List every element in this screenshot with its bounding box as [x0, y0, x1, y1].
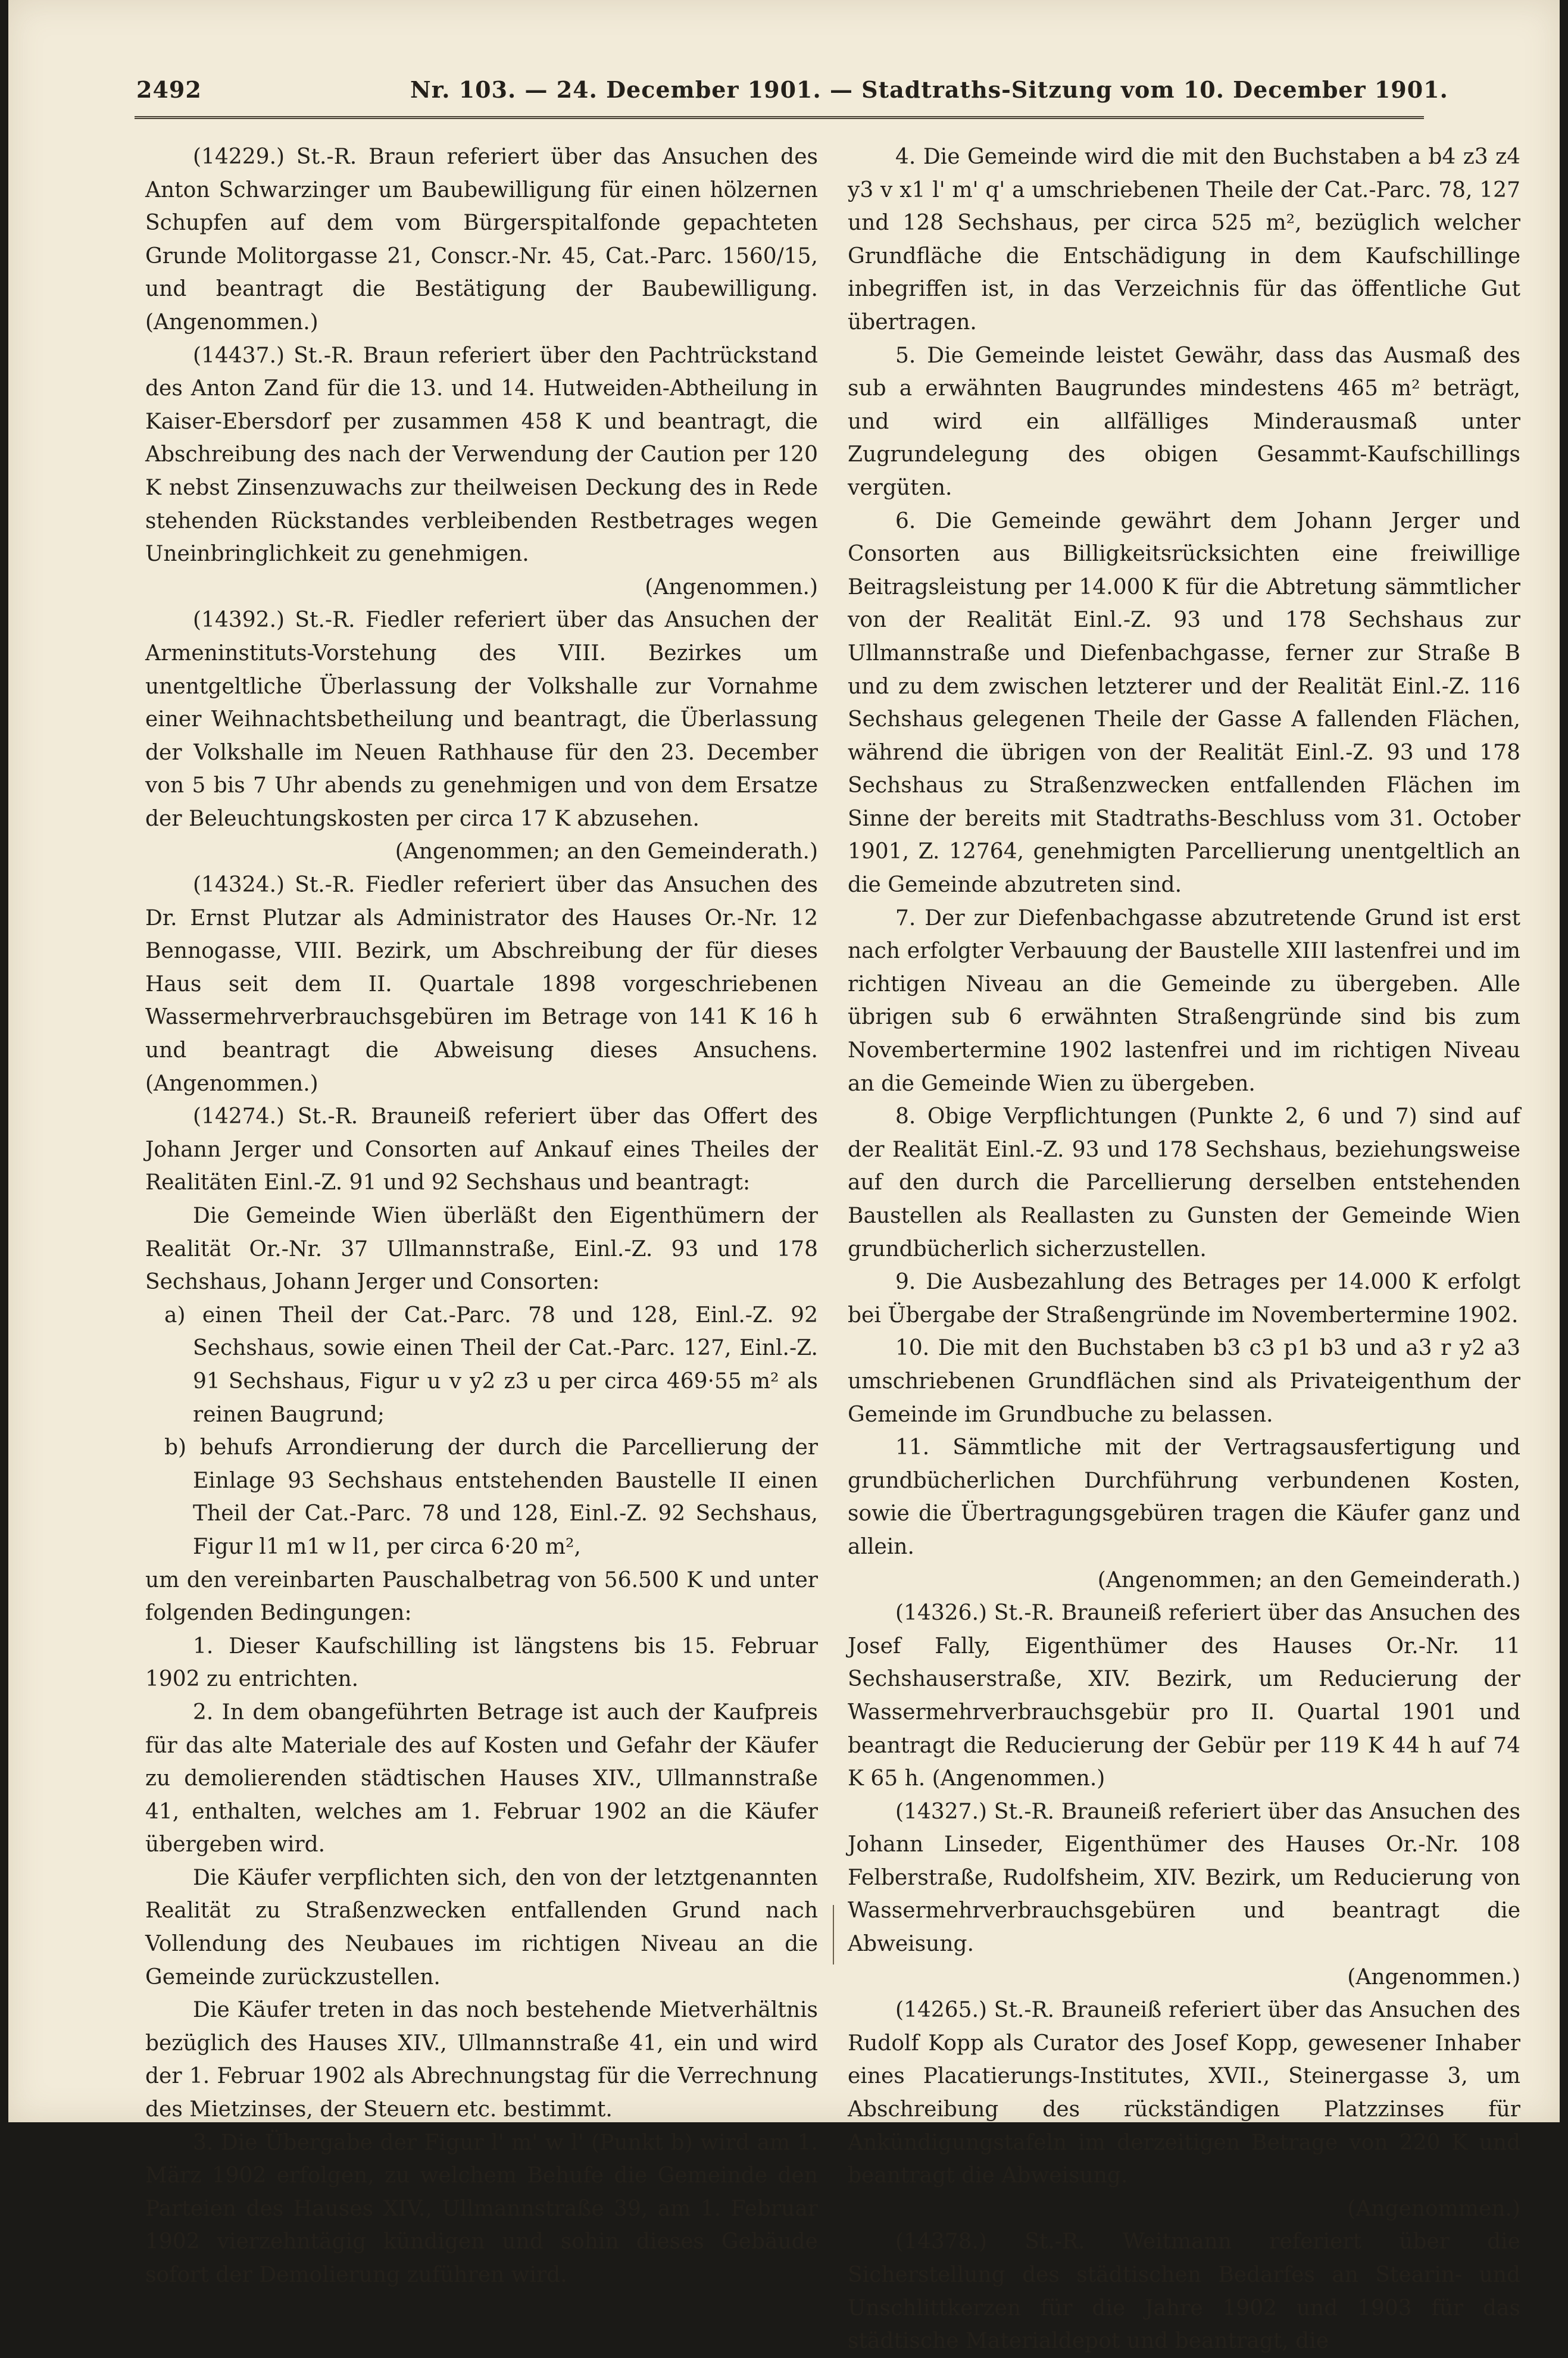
paragraph: (14378.) St.-R. Weitmann referiert über die Sicherstellung des städtischen Bedarfes an Stearin- und Unschlittkerzen für die Jahre 1902 und 1903 für das städtische Materialdepot und beantragt, die	[848, 2229, 1520, 2354]
header-rule	[135, 116, 1424, 119]
paragraph: (Angenommen.)	[1347, 2196, 1520, 2221]
paragraph: (Angenommen; an den Gemeinderath.)	[1097, 1567, 1520, 1592]
paragraph: Die Käufer treten in das noch bestehende Mietverhältnis bezüglich des Hauses XIV., Ullmannstraße 41, ein und wird der 1. Februar 1902 als Abrechnungstag für die Verrechnung des Mietzinses, der Steuern etc. bestimmt.	[145, 1998, 818, 2122]
paragraph: um den vereinbarten Pauschalbetrag von 56.500 K und unter folgenden Bedingungen:	[145, 1567, 818, 1626]
paragraph: (Angenommen.)	[645, 574, 818, 599]
paragraph: b) behufs Arrondierung der durch die Parcellierung der Einlage 93 Sechshaus entstehenden Baustelle II einen Theil der Cat.-Parc. 78 und 128, Einl.-Z. 92 Sechshaus, Figur l1 m1 w l1, per circa 6·20 m²,	[164, 1435, 818, 1559]
page-sheet	[8, 0, 1560, 2354]
paragraph: (Angenommen.)	[1347, 1965, 1520, 1990]
paragraph: 7. Der zur Diefenbachgasse abzutretende Grund ist erst nach erfolgter Verbauung der Baustelle XIII lastenfrei und im richtigen Niveau an die Gemeinde zu übergeben. Alle übrigen sub 6 erwähnten Straßengründe sind bis zum Novembertermine 1902 lastenfrei und im richtigen Niveau an die Gemeinde Wien zu übergeben.	[848, 905, 1520, 1096]
paragraph: (14392.) St.-R. Fiedler referiert über das Ansuchen der Armeninstituts-Vorstehung des VIII. Bezirkes um unentgeltliche Überlassung der Volkshalle zur Vornahme einer Weihnachtsbetheilung und beantragt, die Überlassung der Volkshalle im Neuen Rathhause für den 23. December von 5 bis 7 Uhr abends zu genehmigen und von dem Ersatze der Beleuchtungskosten per circa 17 K abzusehen.	[145, 608, 818, 831]
paragraph: (14326.) St.-R. Brauneiß referiert über das Ansuchen des Josef Fally, Eigenthümer des Hauses Or.-Nr. 11 Sechshauserstraße, XIV. Bezirk, um Reducierung der Wassermehrverbrauchsgebür pro II. Quartal 1901 und beantragt die Reducierung der Gebür per 119 K 44 h auf 74 K 65 h. (Angenommen.)	[848, 1601, 1520, 1791]
column-rule	[833, 1905, 834, 1965]
paragraph: 1. Dieser Kaufschilling ist längstens bis 15. Februar 1902 zu entrichten.	[145, 1634, 818, 1692]
paragraph: 4. Die Gemeinde wird die mit den Buchstaben a b4 z3 z4 y3 v x1 l' m' q' a umschriebenen Theile der Cat.-Parc. 78, 127 und 128 Sechshaus, per circa 525 m², bezüglich welcher Grundfläche die Entschädigung in dem Kaufschillinge inbegriffen ist, in das Verzeichnis für das öffentliche Gut übertragen.	[848, 145, 1520, 335]
paragraph: (Angenommen; an den Gemeinderath.)	[395, 839, 818, 864]
paragraph: 3. Die Übergabe der Figur l' m' w l' (Punkt b) wird am 1. März 1902 erfolgen, zu welchem Behufe die Gemeinde den Parteien des Hauses XIV., Ullmannstraße 39, am 1. Februar 1902 vierzehntägig kündigen und sohin dieses Gebäude sofort der Demolierung zuführen wird.	[145, 2130, 818, 2287]
page-number: 2492	[136, 76, 202, 103]
paragraph: 6. Die Gemeinde gewährt dem Johann Jerger und Consorten aus Billigkeitsrücksichten eine freiwillige Beitragsleistung per 14.000 K für die Abtretung sämmtlicher von der Realität Einl.-Z. 93 und 178 Sechshaus zur Ullmannstraße und Diefenbachgasse, ferner zur Straße B und zu dem zwischen letzterer und der Realität Einl.-Z. 116 Sechshaus gelegenen Theile der Gasse A fallenden Flächen, während die übrigen von der Realität Einl.-Z. 93 und 178 Sechshaus zu Straßenzwecken entfallenden Flächen im Sinne der bereits mit Stadtraths-Beschluss vom 31. October 1901, Z. 12764, genehmigten Parcellierung unentgeltlich an die Gemeinde abzutreten sind.	[848, 508, 1520, 898]
page-header	[136, 73, 1448, 108]
paragraph: (14437.) St.-R. Braun referiert über den Pachtrückstand des Anton Zand für die 13. und 14. Hutweiden-Abtheilung in Kaiser-Ebersdorf per zusammen 458 K und beantragt, die Abschreibung des nach der Verwendung der Caution per 120 K nebst Zinsenzuwachs zur theilweisen Deckung des in Rede stehenden Rückstandes verbleibenden Restbetrages wegen Uneinbringlichkeit zu genehmigen.	[145, 343, 818, 567]
paragraph: (14265.) St.-R. Brauneiß referiert über das Ansuchen des Rudolf Kopp als Curator des Josef Kopp, gewesener Inhaber eines Placatierungs-Institutes, XVII., Steinergasse 3, um Abschreibung des rückständigen Platzzinses für Ankündigungstafeln im derzeitigen Betrage von 220 K und beantragt die Abweisung.	[848, 1998, 1520, 2188]
paragraph: a) einen Theil der Cat.-Parc. 78 und 128, Einl.-Z. 92 Sechshaus, sowie einen Theil der Cat.-Parc. 127, Einl.-Z. 91 Sechshaus, Figur u v y2 z3 u per circa 469·55 m² als reinen Baugrund;	[164, 1303, 818, 1427]
paragraph: 11. Sämmtliche mit der Vertragsausfertigung und grundbücherlichen Durchführung verbundenen Kosten, sowie die Übertragungsgebüren tragen die Käufer ganz und allein.	[848, 1435, 1520, 1559]
paragraph: (14274.) St.-R. Brauneiß referiert über das Offert des Johann Jerger und Consorten auf Ankauf eines Theiles der Realitäten Einl.-Z. 91 und 92 Sechshaus und beantragt:	[145, 1104, 818, 1195]
paragraph: Die Käufer verpflichten sich, den von der letztgenannten Realität zu Straßenzwecken entfallenden Grund nach Vollendung des Neubaues im richtigen Niveau an die Gemeinde zurückzustellen.	[145, 1865, 818, 1990]
left-column	[145, 140, 818, 2292]
right-column	[848, 140, 1520, 2358]
running-head: Nr. 103. — 24. December 1901. — Stadtraths-Sitzung vom 10. December 1901.	[410, 76, 1448, 103]
paragraph: (14324.) St.-R. Fiedler referiert über das Ansuchen des Dr. Ernst Plutzar als Administrator des Hauses Or.-Nr. 12 Bennogasse, VIII. Bezirk, um Abschreibung der für dieses Haus seit dem II. Quartale 1898 vorgeschriebenen Wassermehrverbrauchsgebüren im Betrage von 141 K 16 h und beantragt die Abweisung dieses Ansuchens. (Angenommen.)	[145, 873, 818, 1096]
paragraph: 9. Die Ausbezahlung des Betrages per 14.000 K erfolgt bei Übergabe der Straßengründe im Novembertermine 1902.	[848, 1270, 1520, 1328]
paragraph: Die Gemeinde Wien überläßt den Eigenthümern der Realität Or.-Nr. 37 Ullmannstraße, Einl.-Z. 93 und 178 Sechshaus, Johann Jerger und Consorten:	[145, 1204, 818, 1295]
paragraph: 5. Die Gemeinde leistet Gewähr, dass das Ausmaß des sub a erwähnten Baugrundes mindestens 465 m² beträgt, und wird ein allfälliges Minderausmaß unter Zugrundelegung des obigen Gesammt-Kaufschillings vergüten.	[848, 343, 1520, 500]
paragraph: (14229.) St.-R. Braun referiert über das Ansuchen des Anton Schwarzinger um Baubewilligung für einen hölzernen Schupfen auf dem vom Bürgerspitalfonde gepachteten Grunde Molitorgasse 21, Conscr.-Nr. 45, Cat.-Parc. 1560/15, und beantragt die Bestätigung der Baubewilligung. (Angenommen.)	[145, 145, 818, 335]
paragraph: 8. Obige Verpflichtungen (Punkte 2, 6 und 7) sind auf der Realität Einl.-Z. 93 und 178 Sechshaus, beziehungsweise auf den durch die Parcellierung derselben entstehenden Baustellen als Reallasten zu Gunsten der Gemeinde Wien grundbücherlich sicherzustellen.	[848, 1104, 1520, 1261]
paragraph: (14327.) St.-R. Brauneiß referiert über das Ansuchen des Johann Linseder, Eigenthümer des Hauses Or.-Nr. 108 Felberstraße, Rudolfsheim, XIV. Bezirk, um Reducierung von Wassermehrverbrauchsgebüren und beantragt die Abweisung.	[848, 1799, 1520, 1957]
paragraph: 10. Die mit den Buchstaben b3 c3 p1 b3 und a3 r y2 a3 umschriebenen Grundflächen sind als Privateigenthum der Gemeinde im Grundbuche zu belassen.	[848, 1336, 1520, 1427]
paragraph: 2. In dem obangeführten Betrage ist auch der Kaufpreis für das alte Materiale des auf Kosten und Gefahr der Käufer zu demolierenden städtischen Hauses XIV., Ullmannstraße 41, enthalten, welches am 1. Februar 1902 an die Käufer übergeben wird.	[145, 1700, 818, 1857]
